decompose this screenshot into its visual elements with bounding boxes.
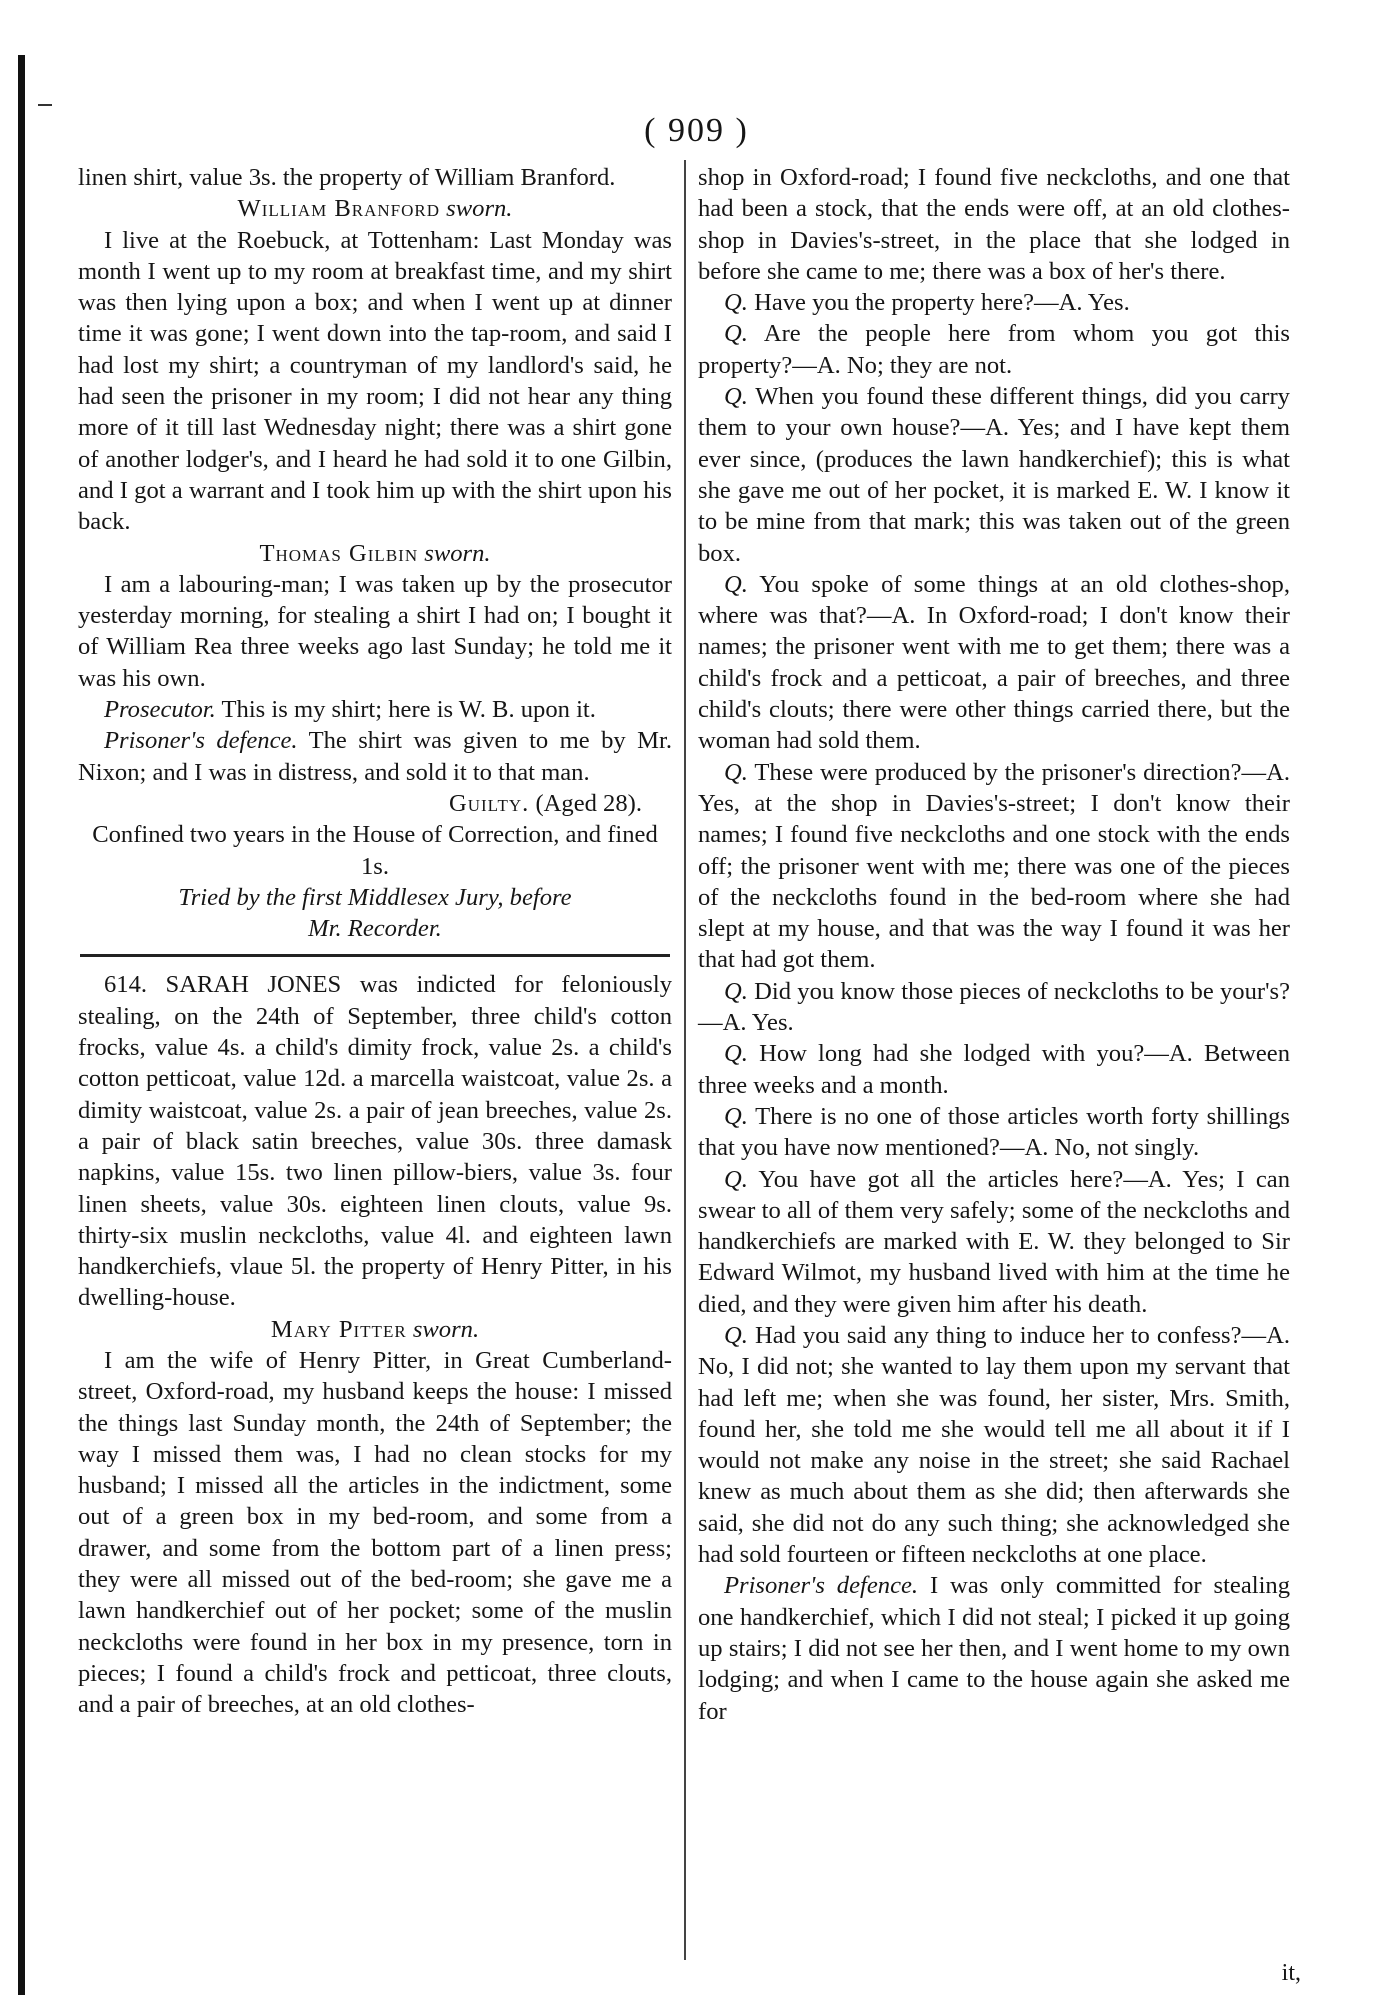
witness-heading (78, 1314, 672, 1345)
qa-item (698, 1320, 1290, 1570)
prosecutor-text: This is my shirt; here is W. B. upon it. (221, 696, 596, 724)
qa-text: These were produced by the prisoner's direction?—A. Yes, at the shop in Davies's-street; I don't know their names; I found five neckcloths and one stock with the ends off; the prisoner went with me; there was one of the pieces of the neckcloths found in the bed-room where she had slept at my house, and that was the way I found it was her that had got them. (698, 758, 1290, 974)
qa-item (698, 976, 1290, 1039)
witness-testimony: I am the wife of Henry Pitter, in Great Cumberland-street, Oxford-road, my husband keeps the house: I missed the things last Sunday month, the 24th of September; the way I missed them was, I had no clean stocks for my husband; I missed all the articles in the indictment, some out of a green box in my bed-room, and some from a drawer, and some from the bottom part of a linen press; they were all missed out of the bed-room; she gave me a lawn handkerchief out of her pocket; some of the muslin neckcloths were found in her box in my presence, torn in pieces; I found a child's frock and petticoat, three clouts, and a pair of breeches, at an old clothes- (78, 1346, 672, 1719)
qa-text: Have you the property here?—A. Yes. (754, 289, 1130, 317)
witness-heading (78, 193, 672, 224)
witness-testimony: I am a labouring-man; I was taken up by the prosecutor yesterday morning, for stealing a shirt I had on; I bought it of William Rea three weeks ago last Sunday; he told me it was his own. (78, 570, 672, 692)
qa-item (698, 757, 1290, 976)
qa-item (698, 1164, 1290, 1320)
qa-item (698, 287, 1290, 318)
qa-text: You have got all the articles here?—A. Yes; I can swear to all of them very safely; some of the neckcloths and handkerchiefs are marked with E. W. they belonged to Sir Edward Wilmot, my husband lived with him at the time he died, and they were given him after his death. (698, 1165, 1290, 1318)
qa-text: When you found these different things, did you carry them to your own house?—A. Yes; and I have kept them ever since, (produces the lawn handkerchief); this is what she gave me out of her pocket, it is marked E. W. I know it to be mine from that mark; this was taken out of the green box. (698, 383, 1290, 567)
qa-item (698, 1101, 1290, 1164)
page-edge-rule (18, 55, 25, 1995)
question-marker: Q. (724, 570, 748, 598)
prisoner-defence (698, 1570, 1290, 1726)
verdict-age: (Aged 28). (535, 789, 642, 817)
page-edge-mark (38, 104, 52, 106)
right-column (698, 162, 1290, 1727)
question-marker: Q. (724, 289, 748, 317)
case-number: 614. (104, 971, 148, 999)
qa-item (698, 1038, 1290, 1101)
continued-text: linen shirt, value 3s. the property of William Branford. (78, 164, 616, 191)
witness-name: Thomas Gilbin (259, 539, 419, 567)
question-marker: Q. (724, 1102, 748, 1130)
sworn-label: sworn. (412, 1315, 480, 1343)
verdict-word: Guilty. (448, 789, 530, 817)
defendant-name: SARAH JONES (165, 971, 342, 999)
question-marker: Q. (724, 977, 748, 1005)
question-marker: Q. (724, 758, 748, 786)
question-marker: Q. (724, 1165, 748, 1193)
page-number: ( 909 ) (644, 112, 749, 149)
question-marker: Q. (724, 383, 748, 411)
sworn-label: sworn. (424, 539, 491, 567)
defence-text: The shirt was given to me by Mr. Nixon; and I was in distress, and sold it to that man. (78, 727, 672, 786)
column-divider (684, 160, 686, 1960)
question-marker: Q. (724, 1321, 748, 1349)
qa-text: There is no one of those articles worth forty shillings that you have now mentioned?—A. No, not singly. (698, 1102, 1290, 1162)
witness-heading (78, 538, 672, 569)
qa-text: Did you know those pieces of neckcloths to be your's?—A. Yes. (698, 977, 1290, 1037)
testimony-continuation: shop in Oxford-road; I found five neckcloths, and one that had been a stock, that the ends were off, at an old clothes-shop in Davies's-street, in the place that she lodged in before she came to me; there was a box of her's there. (698, 164, 1290, 285)
prosecutor-label: Prosecutor. (104, 696, 216, 724)
qa-text: Are the people here from whom you got this property?—A. No; they are not. (698, 320, 1290, 379)
catchword: it, (1281, 1960, 1301, 1986)
sentence: Confined two years in the House of Correction, and fined 1s. (92, 821, 658, 880)
witness-testimony: I live at the Roebuck, at Tottenham: Last Monday was month I went up to my room at breakfast time, and my shirt was then lying upon a box; and when I went up at dinner time it was gone; I went down into the tap-room, and said I had lost my shirt; a countryman of my landlord's said, he had seen the prisoner in my room; I did not hear any thing more of it till last Wednesday night; there was a shirt gone of another lodger's, and I heard he had sold it to one Gilbin, and I got a warrant and I took him up with the shirt upon his back. (78, 226, 672, 536)
tried-by-judge: Mr. Recorder. (308, 915, 442, 943)
qa-item (698, 318, 1290, 381)
qa-item (698, 569, 1290, 757)
tried-by-line: Tried by the first Middlesex Jury, before (178, 883, 572, 911)
left-column (78, 162, 672, 1721)
prisoner-defence (78, 725, 672, 788)
prosecutor-statement (78, 694, 672, 725)
qa-item (698, 381, 1290, 569)
defence-text: I was only committed for stealing one handkerchief, which I did not steal; I picked it up going up stairs; I did not see her then, and I went home to my own lodging; and when I came to the house again she asked me for (698, 1572, 1291, 1725)
case-separator (80, 954, 670, 957)
verdict (78, 788, 672, 819)
defence-label: Prisoner's defence. (724, 1572, 919, 1600)
indictment (78, 969, 672, 1313)
qa-text: How long had she lodged with you?—A. Between three weeks and a month. (698, 1040, 1290, 1099)
qa-text: Had you said any thing to induce her to confess?—A. No, I did not; she wanted to lay them upon my servant that had left me; when she was found, her sister, Mrs. Smith, found her, she told me she would tell me all about it if I would not make any noise in the street; she said Rachael knew as much about them as she did; then afterwards she said, she did not do any such thing; she acknowledged she had sold fourteen or fifteen neckcloths at one place. (698, 1321, 1290, 1569)
defence-label: Prisoner's defence. (104, 727, 298, 755)
indictment-text: was indicted for feloniously stealing, on the 24th of September, three child's cotton frocks, value 4s. a child's dimity frock, value 2s. a child's cotton petticoat, value 12d. a marcella waistcoat, value 2s. a dimity waistcoat, value 2s. a pair of jean breeches, value 2s. a pair of black satin breeches, value 30s. three damask napkins, value 15s. two linen pillow-biers, value 3s. four linen sheets, value 30s. eighteen linen clouts, value 9s. thirty-six muslin neckcloths, value 4l. and eighteen lawn handkerchiefs, vlaue 5l. the property of Henry Pitter, in his dwelling-house. (78, 971, 672, 1312)
qa-text: You spoke of some things at an old clothes-shop, where was that?—A. In Oxford-road; I don't know their names; the prisoner went with me to get them; there was a child's frock and a petticoat, a pair of breeches, and three child's clouts; there were other things carried there, but the woman had sold them. (698, 570, 1290, 755)
witness-name: William Branford (237, 195, 441, 223)
sworn-label: sworn. (446, 195, 513, 223)
witness-name: Mary Pitter (270, 1315, 407, 1343)
question-marker: Q. (724, 320, 748, 348)
question-marker: Q. (724, 1040, 748, 1068)
